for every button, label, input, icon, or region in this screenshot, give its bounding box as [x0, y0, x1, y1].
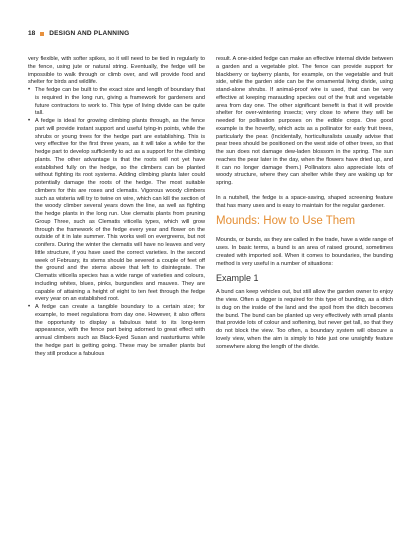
left-column	[28, 56, 205, 358]
right-paragraph-1: result. A one-sided fedge can make an effective internal divide between a garden and a vegetable plot. The fence can provide support for blackberry or tayberry plants, for example, on the vegetable and fruit side, while the garden side can be the ornamental living divide, using stand-alone shrubs. If animal-proof wire is used, that can be very effective at keeping marauding species out of the fruit and vegetable area from day one. The other significant benefit is that it will provide shelter for over-wintering insects; very close to where they will be needed for pollination purposes on the edible crops. One good example is the hoverfly, which acts as a pollinator for early fruit trees, particularly the pear. (Incidentally, horticulturalists usually advise that pear trees should be positioned on the west side of other trees, so that the sun does not damage dew-laden blossom in the spring. The sun reaches the pear later in the day, when the flowers have dried up, and it can no longer damage them.) Pollinators also appreciate lots of woody structure, where they can shelter while they are waking up for spring.	[216, 56, 393, 186]
section-heading: Mounds: How to Use Them	[216, 215, 356, 228]
header-divider-square	[40, 32, 44, 36]
section-title: DESIGN AND PLANNING	[49, 30, 130, 37]
right-paragraph-3: Mounds, or bunds, as they are called in the trade, have a wide range of uses. In basic terms, a bund is an area of raised ground, sometimes created with imported soil. When it comes to boundaries, the bunding method is very useful in a number of situations:	[216, 237, 393, 267]
subsection-heading: Example 1	[216, 273, 259, 284]
fedge-benefits-list	[28, 87, 205, 358]
spacer	[216, 188, 393, 195]
page-number: 18	[28, 30, 36, 37]
list-item: • The fedge can be built to the exact size and length of boundary that is required in the long run, giving a framework for gardeners and future contractors to work to. This type of living divide can be quite tall.	[35, 87, 205, 118]
list-item: • A fedge can create a tangible boundary to a certain size; for example, to meet regulations from day one. However, it also offers the opportunity to display a fabulous twist to its long-term appearance, with the fence part being adorned to great effect with annual climbers such as Black-Eyed Susan and nasturtiums while the hedge part is getting going. These may be smaller plants but they still produce a fabulous	[35, 304, 205, 358]
list-item: • A fedge is ideal for growing climbing plants through, as the fence part will provide instant support and useful tying-in points, while the shrubs or young trees for the hedge part are establishing. This is very effective for the first three years, as it will take a while for the hedge part to develop sufficiently to act as a support for the climbing plants. The other advantage is that the roots will not yet have established fully on the hedge, so the climbers can be planted without fighting its root systems. Adding climbing plants later could potentially damage the roots of the hedge. The most suitable climbers for this are roses and clematis. Vigorous woody climbers such as wisteria will try to twine on wire, which can kill the section of the woody climber several years down the line, as well as fighting the hedge plants in the long run. Use clematis plants from pruning Group Three, such as Clematis viticella types, which will grow through the framework of the fedge every year and flower on the outside of it in late summer. This works well on evergreens, but not conifers. During the winter the clematis will have no leaves and very little structure, if you have used the correct varieties. In the second week of February, its stems should be severed a couple of feet off the ground and the stems above that left to disintegrate. The Clematis viticella species has a wide range of varieties and colours, including whites, blues, pinks, burgundies and mauves. They are capable of attaining a height of eight to ten feet through the fedge every year on an established root.	[35, 118, 205, 304]
right-paragraph-2: In a nutshell, the fedge is a space-saving, shaped screening feature that has many uses and is easy to maintain for the regular gardener.	[216, 194, 393, 209]
right-paragraph-4: A bund can keep vehicles out, but still allow the garden owner to enjoy the view. Often a digger is required for this type of bunding, as a ditch is dug on the inside of the land and the spoil from the ditch becomes the bund. The bund can be planted up very effectively with small plants that provide lots of colour and softening, but never get tall, so that they do not block the view. Too often, a boundary system will obscure a lovely view, when the aim is simply to hide just one unsightly feature somewhere along the length of the divide.	[216, 289, 393, 350]
left-intro-paragraph: very flexible, with softer spikes, so it will need to be tied in regularly to the fence, using jute or natural string. Eventually, the fedge will be impossible to walk through or climb over, and will provide food and shelter for birds and wildlife.	[28, 56, 205, 86]
page-header	[28, 30, 129, 37]
right-column	[216, 56, 393, 351]
